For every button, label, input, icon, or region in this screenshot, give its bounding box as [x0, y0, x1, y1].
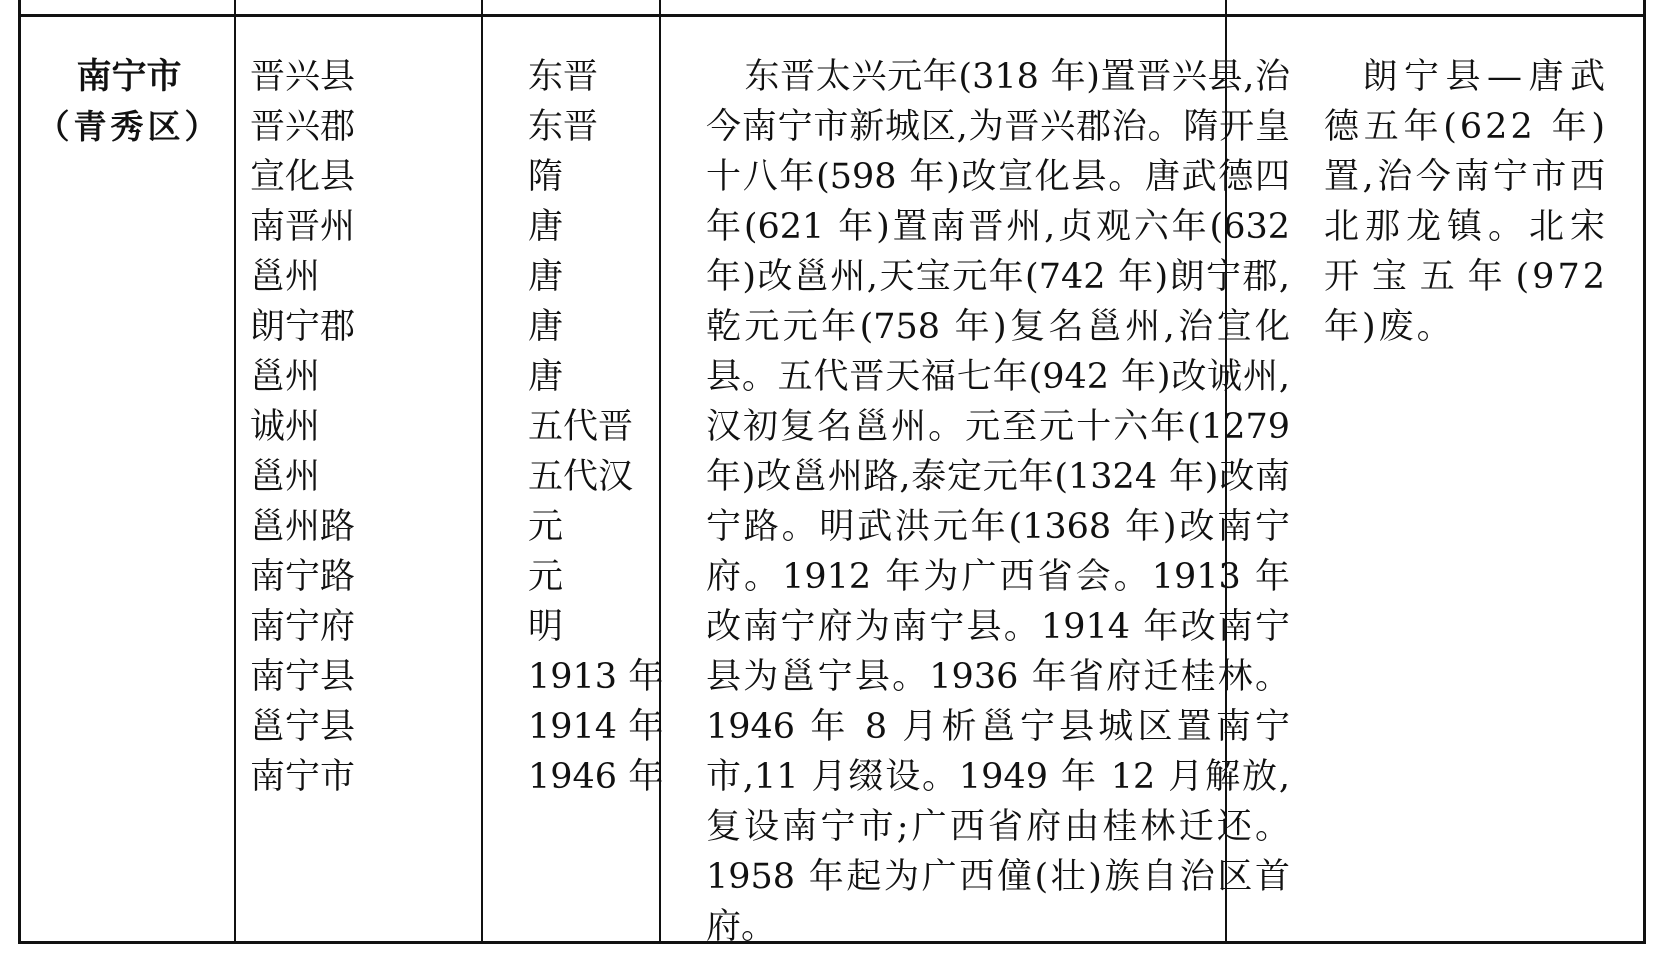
list-item: 隋 [528, 157, 564, 197]
list-item: 南晋州 [250, 207, 356, 247]
list-item: 五代汉 [528, 457, 634, 497]
history-description [706, 52, 1290, 952]
historical-names-list [250, 52, 490, 802]
list-item: 邕宁县 [250, 707, 356, 747]
list-item: 南宁路 [250, 557, 356, 597]
list-item: 唐 [528, 307, 564, 347]
list-item: 1946 年 [528, 757, 664, 797]
list-item: 唐 [528, 257, 564, 297]
list-item: 邕州路 [250, 507, 356, 547]
list-item: 元 [528, 557, 564, 597]
list-item: 南宁市 [250, 757, 356, 797]
list-item: 诚州 [250, 407, 321, 447]
list-item: 南宁县 [250, 657, 356, 697]
history-text: 东晋太兴元年(318 年)置晋兴县,治今南宁市新城区,为晋兴郡治。隋开皇十八年(598 年)改宣化县。唐武德四年(621 年)置南晋州,贞观六年(632 年)改邕州,天宝元年(742 年)朗宁郡,乾元元年(758 年)复名邕州,治宣化县。五代晋天福七年(942 年)改诚州,汉初复名邕州。元至元十六年(1279 年)改邕州路,泰定元年(1324 年)改南宁路。明武洪元年(1368 年)改南宁府。1912 年为广西省会。1913 年改南宁府为南宁县。1914 年改南宁县为邕宁县。1936 年省府迁桂林。1946 年 8 月析邕宁县城区置南宁市,11 月缀设。1949 年 12 月解放,复设南宁市;广西省府由桂林迁还。1958 年起为广西僮(壮)族自治区首府。 [706, 57, 1290, 947]
list-item: 邕州 [250, 357, 321, 397]
table-top-border [21, 14, 1643, 17]
list-item: 1914 年 [528, 707, 664, 747]
list-item: 元 [528, 507, 564, 547]
list-item: 邕州 [250, 457, 321, 497]
list-item: 东晋 [528, 57, 599, 97]
region-subtitle: （青秀区） [36, 107, 222, 146]
list-item: 朗宁郡 [250, 307, 356, 347]
list-item: 晋兴郡 [250, 107, 356, 147]
list-item: 晋兴县 [250, 57, 356, 97]
list-item: 唐 [528, 357, 564, 397]
note-cell [1324, 52, 1608, 352]
list-item: 邕州 [250, 257, 321, 297]
list-item: 1913 年 [528, 657, 664, 697]
list-item: 东晋 [528, 107, 599, 147]
list-item: 明 [528, 607, 564, 647]
list-item: 五代晋 [528, 407, 634, 447]
list-item: 南宁府 [250, 607, 356, 647]
region-name: 南宁市 [76, 56, 182, 97]
list-item: 宣化县 [250, 157, 356, 197]
note-text: 朗宁县—唐武德五年(622 年)置,治今南宁市西北那龙镇。北宋开宝五年(972 年)废。 [1324, 57, 1608, 347]
era-list [528, 52, 698, 802]
list-item: 唐 [528, 207, 564, 247]
region-cell [18, 52, 240, 152]
